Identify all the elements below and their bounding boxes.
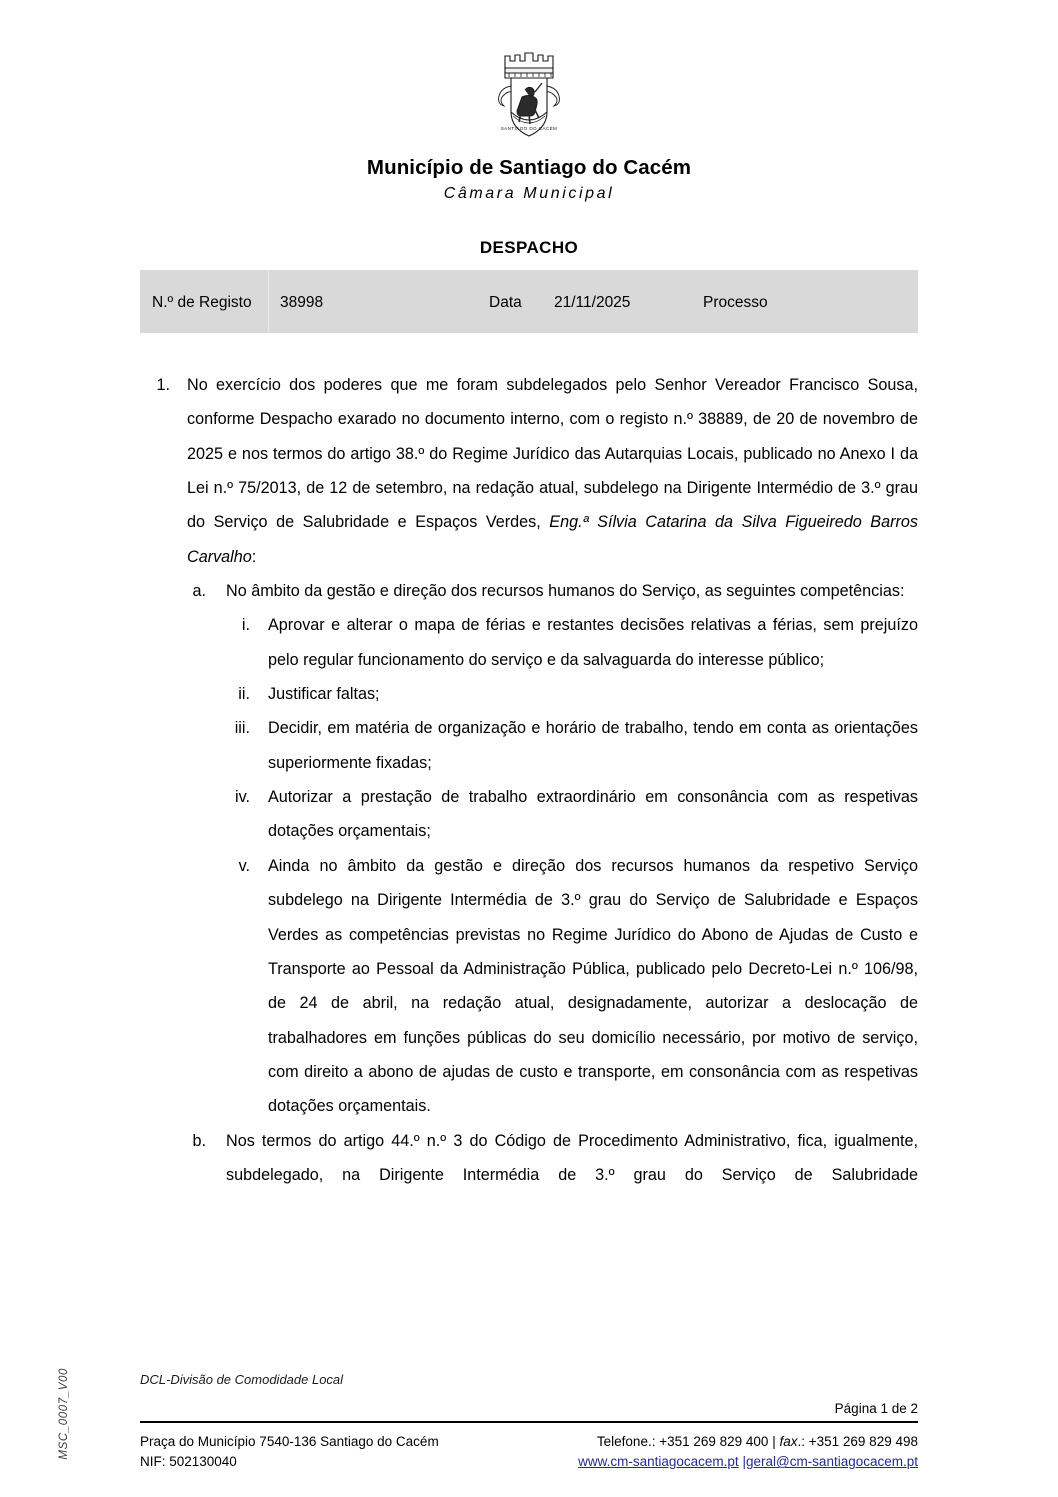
footer-page-number: Página 1 de 2 <box>834 1401 918 1416</box>
clause-iv-text: Autorizar a prestação de trabalho extraordinário em consonância com as respetivas dotações orçamentais; <box>268 788 918 841</box>
coat-of-arms-icon <box>491 42 567 146</box>
organization-subtitle: Câmara Municipal <box>443 184 615 202</box>
footer-contacts <box>578 1432 918 1473</box>
clause-1 <box>140 368 918 574</box>
document-side-code: MSC_0007_V00 <box>58 1368 70 1460</box>
clause-1-text-part-a: No exercício dos poderes que me foram subdelegados pelo Senhor Vereador Francisco Sousa, conforme Despacho exarado no documento interno, com o registo n.º 38889, de 20 de novembro de 2025 e nos termos do artigo 38.º do Regime Jurídico das Autarquias Locais, publicado no Anexo I da Lei n.º 75/2013, de 12 de setembro, na redação atual, subdelego na Dirigente Intermédio de 3.º grau do Serviço de Salubridade e Espaços Verdes, <box>187 376 918 532</box>
clause-ii-marker: ii. <box>238 685 250 704</box>
footer-links-line <box>578 1452 918 1472</box>
clause-b-marker: b. <box>192 1131 206 1150</box>
clause-iii-marker: iii. <box>234 719 250 738</box>
clause-1-marker: 1. <box>156 376 170 394</box>
organization-name: Município de Santiago do Cacém <box>366 156 692 179</box>
document-body <box>140 368 918 1192</box>
clause-a-marker: a. <box>192 582 206 601</box>
registry-label-numero: N.º de Registo <box>152 294 252 311</box>
clause-i <box>140 608 918 677</box>
clause-1-text-part-b: : <box>251 547 257 566</box>
footer-link-separator: | <box>742 1454 746 1470</box>
clause-iii-text: Decidir, em matéria de organização e horário de trabalho, tendo em conta as orientações superiormente fixadas; <box>268 719 918 772</box>
footer-phone: Telefone.: +351 269 829 400 <box>596 1434 769 1449</box>
footer-phone-line <box>578 1432 918 1452</box>
svg-text:SANTIAGO DO CACÉM: SANTIAGO DO CACÉM <box>500 126 558 131</box>
clause-ii-text: Justificar faltas; <box>268 685 380 704</box>
clause-iv-marker: iv. <box>235 788 250 807</box>
clause-a <box>140 574 918 608</box>
footer-contact-separator: | <box>772 1434 776 1449</box>
clause-v-marker: v. <box>238 856 250 875</box>
clause-1-delegate-name: Eng.ª Sílvia Catarina da Silva Figueiredo Barros Carvalho <box>187 513 918 566</box>
registry-table <box>140 270 918 333</box>
registry-label-data: Data <box>489 294 522 311</box>
document-title: DESPACHO <box>479 237 579 257</box>
footer-fax-label: fax <box>779 1434 798 1449</box>
clause-1-text <box>187 368 918 574</box>
footer-columns <box>140 1432 918 1473</box>
clause-i-text: Aprovar e alterar o mapa de férias e restantes decisões relativas a férias, sem prejuízo pelo regular funcionamento do serviço e da salvaguarda do interesse público; <box>268 616 918 669</box>
clause-i-marker: i. <box>241 616 250 635</box>
footer-website-link[interactable]: www.cm-santiagocacem.pt <box>578 1454 739 1470</box>
footer-divider <box>140 1421 918 1423</box>
registry-label-processo: Processo <box>703 294 768 311</box>
clause-v <box>140 849 918 1124</box>
clause-b <box>140 1124 918 1193</box>
footer-department: DCL-Divisão de Comodidade Local <box>140 1372 344 1387</box>
clause-a-text: No âmbito da gestão e direção dos recursos humanos do Serviço, as seguintes competências: <box>226 582 905 601</box>
registry-column-divider <box>268 270 269 333</box>
footer-email-link[interactable]: geral@cm-santiagocacem.pt <box>745 1454 918 1470</box>
document-header <box>0 0 1058 203</box>
footer-address <box>140 1432 439 1473</box>
footer-address-line-1: Praça do Município 7540-136 Santiago do Cacém <box>140 1434 439 1449</box>
clause-iii <box>140 711 918 780</box>
registry-value-numero: 38998 <box>280 294 324 311</box>
footer-address-line-2: NIF: 502130040 <box>140 1454 237 1470</box>
footer-fax-value: .: +351 269 829 498 <box>797 1434 918 1449</box>
document-footer <box>140 1372 918 1473</box>
registry-value-data: 21/11/2025 <box>554 294 631 311</box>
clause-v-text: Ainda no âmbito da gestão e direção dos recursos humanos da respetivo Serviço subdelego na Dirigente Intermédia de 3.º grau do Serviço de Salubridade e Espaços Verdes as competências previstas no Regime Jurídico do Abono de Ajudas de Custo e Transporte ao Pessoal da Administração Pública, publicado pelo Decreto-Lei n.º 106/98, de 24 de abril, na redação atual, designadamente, autorizar a deslocação de trabalhadores em funções públicas do seu domicílio necessário, por motivo de serviço, com direito a abono de ajudas de custo e transporte, em consonância com as respetivas dotações orçamentais. <box>268 856 918 1116</box>
clause-ii <box>140 677 918 711</box>
clause-iv <box>140 780 918 849</box>
clause-b-text: Nos termos do artigo 44.º n.º 3 do Código de Procedimento Administrativo, fica, igualmente, subdelegado, na Dirigente Intermédia de 3.º grau do Serviço de Salubridade <box>226 1131 918 1184</box>
